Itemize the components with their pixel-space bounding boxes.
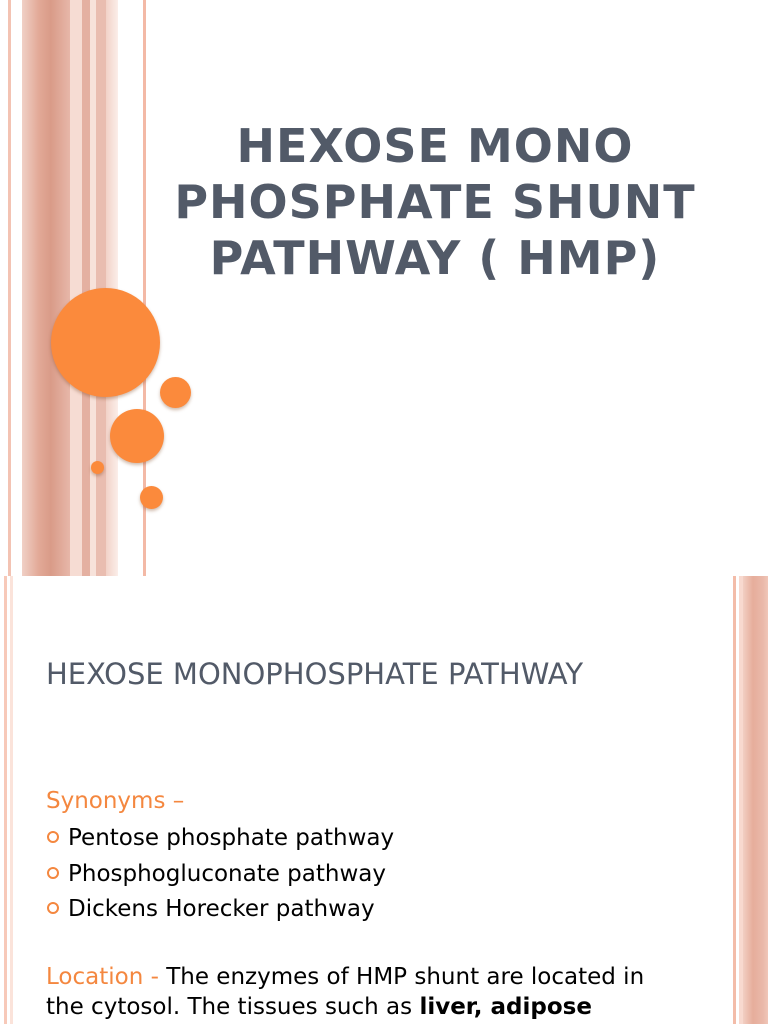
decorative-circle	[140, 486, 163, 509]
location-bold-text: liver, adipose	[419, 994, 592, 1020]
decorative-stripe	[10, 576, 13, 1024]
decorative-circle	[160, 377, 191, 408]
list-item	[46, 857, 394, 893]
decorative-circle-large	[51, 288, 160, 397]
synonyms-label: Synonyms –	[46, 788, 185, 814]
decorative-stripe	[8, 0, 11, 576]
section-title: HEXOSE MONOPHOSPHATE PATHWAY	[46, 657, 584, 691]
slide-title-line: PHOSPHATE SHUNT	[174, 175, 696, 229]
decorative-circle	[110, 409, 164, 463]
decorative-stripe	[743, 576, 768, 1024]
slide-title	[150, 118, 720, 286]
list-item	[46, 821, 394, 857]
list-item-text: Dickens Horecker pathway	[68, 896, 375, 922]
list-item	[46, 892, 394, 928]
ring-bullet-icon	[47, 867, 59, 879]
ring-bullet-icon	[47, 902, 59, 914]
slide-title-line: PATHWAY ( HMP)	[209, 231, 661, 285]
content-slide	[0, 576, 768, 1024]
ring-bullet-icon	[47, 831, 59, 843]
synonyms-list	[46, 821, 394, 928]
decorative-stripe	[22, 0, 70, 576]
decorative-stripe	[4, 576, 7, 1024]
decorative-stripe	[82, 0, 90, 576]
decorative-circle-small	[91, 461, 104, 474]
decorative-stripe	[733, 576, 736, 1024]
decorative-stripe	[70, 0, 82, 576]
list-item-text: Pentose phosphate pathway	[68, 825, 395, 851]
location-label: Location -	[46, 964, 167, 990]
location-text: The enzymes of HMP shunt are located in the cytosol. The tissues such as	[46, 964, 645, 1020]
location-paragraph	[46, 962, 686, 1022]
slide-title-line: HEXOSE MONO	[236, 119, 634, 173]
list-item-text: Phosphogluconate pathway	[68, 860, 386, 887]
